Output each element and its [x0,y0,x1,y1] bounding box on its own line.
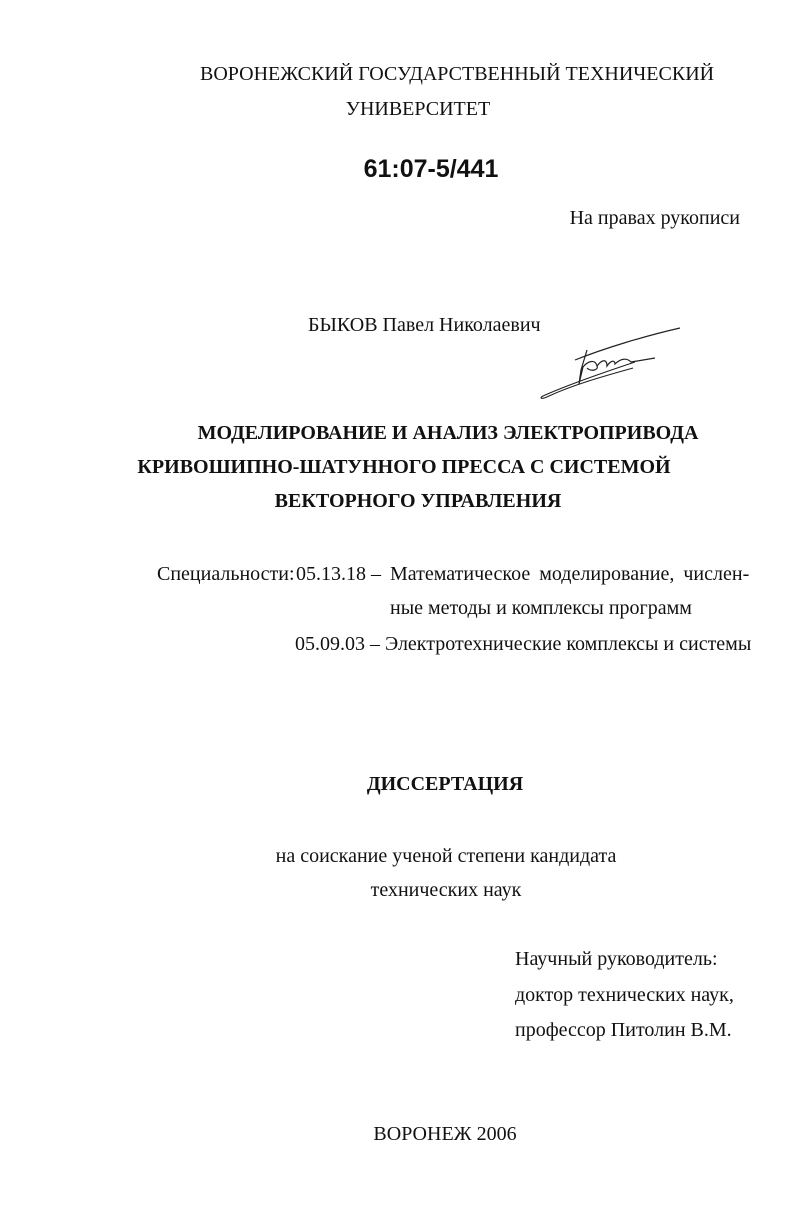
specialty1-text-continued: ные методы и комплексы программ [390,597,692,619]
document-type: ДИССЕРТАЦИЯ [366,773,524,795]
catalog-code: 61:07-5/441 [363,155,499,183]
specialty1-text: – Математическое моделирование, числен- [371,563,750,585]
title-line1: МОДЕЛИРОВАНИЕ И АНАЛИЗ ЭЛЕКТРОПРИВОДА [197,422,699,444]
specialty1-code: 05.13.18 [296,563,366,585]
author-signature [535,322,685,402]
degree-line2: технических наук [370,879,522,901]
university-name-line1: ВОРОНЕЖСКИЙ ГОСУДАРСТВЕННЫЙ ТЕХНИЧЕСКИЙ [200,63,715,85]
supervisor-name: профессор Питолин В.М. [515,1019,732,1041]
degree-line1: на соискание ученой степени кандидата [275,845,617,867]
author-name: БЫКОВ Павел Николаевич [308,314,541,336]
specialty2: 05.09.03 – Электротехнические комплексы и системы [295,633,752,655]
supervisor-label: Научный руководитель: [515,948,718,970]
university-name-line2: УНИВЕРСИТЕТ [345,98,491,120]
title-line3: ВЕКТОРНОГО УПРАВЛЕНИЯ [274,490,562,512]
city-year: ВОРОНЕЖ 2006 [373,1123,517,1145]
specialties-label: Специальности: [157,563,295,585]
supervisor-degree: доктор технических наук, [515,984,734,1006]
manuscript-note: На правах рукописи [569,207,740,229]
title-line2: КРИВОШИПНО-ШАТУННОГО ПРЕССА С СИСТЕМОЙ [137,456,671,478]
